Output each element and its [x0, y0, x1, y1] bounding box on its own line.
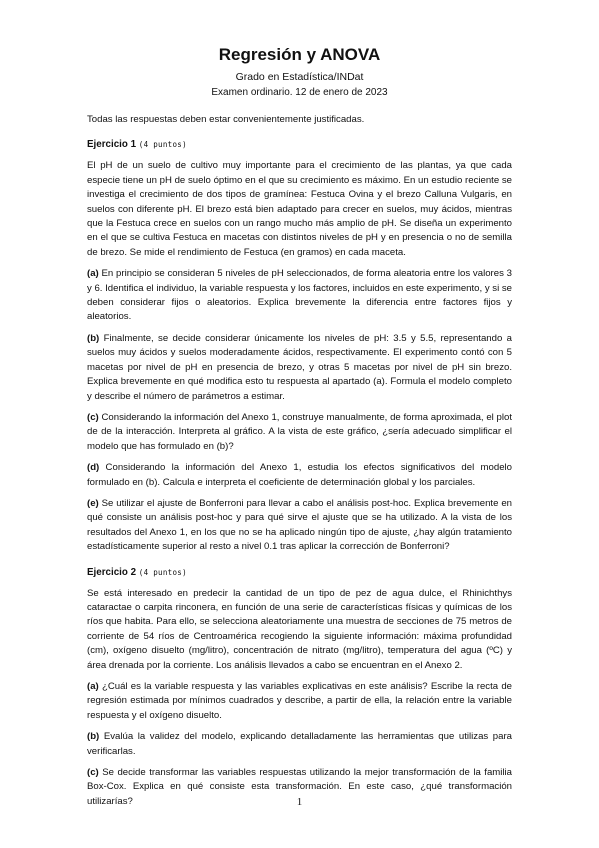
exercise-1-part-b	[87, 332, 512, 404]
part-label: (b)	[87, 731, 100, 743]
exercise-2-title: Ejercicio 2	[87, 566, 137, 578]
exercise-2-points: (4 puntos)	[138, 567, 187, 577]
exercise-1-title: Ejercicio 1	[87, 139, 137, 151]
part-text: Considerando la información del Anexo 1, estudia los efectos significativos del modelo formulado en (b). Calcula e interpreta el coeficiente de determinación global y los parciales.	[87, 462, 512, 488]
exercise-1-part-c	[87, 411, 512, 454]
document-subtitle: Grado en Estadística/INDat	[235, 71, 364, 83]
part-text: Se decide transformar las variables respuestas utilizando la mejor transformación de la familia Box-Cox. Explica en qué consiste esta transformación. En este caso, ¿qué transformación utilizarías?	[87, 767, 512, 807]
exercise-2-statement: Se está interesado en predecir la cantidad de un tipo de pez de agua dulce, el Rhinichthys cataractae o carpita rinconera, en función de una serie de características físicas y químicas de los ríos que habita. Para ello, se selecciona aleatoriamente una muestra de secciones de 75 metros de corriente de 54 ríos de Centroamérica recogiendo la siguiente información: máxima profundidad (cm), oxígeno disuelto (mg/litro), concentración de nitrato (mg/litro), temperatura del agua (ºC) y área drenada por la corriente. Los análisis llevados a cabo se encuentran en el Anexo 2.	[87, 587, 512, 671]
exercise-2-heading	[87, 566, 512, 580]
exercise-2-part-b	[87, 730, 512, 759]
part-text: Considerando la información del Anexo 1, construye manualmente, de forma aproximada, el plot de de la interacción. Interpreta al gráfico. A la vista de este gráfico, ¿sería adecuado simplificar el modelo que has formulado en (b)?	[87, 411, 512, 452]
part-label: (b)	[87, 332, 100, 344]
exercise-2-part-a	[87, 680, 512, 723]
part-label: (d)	[87, 462, 100, 474]
part-label: (c)	[87, 767, 99, 779]
exam-date: Examen ordinario. 12 de enero de 2023	[211, 87, 388, 98]
part-text: Finalmente, se decide considerar únicamente los niveles de pH: 3.5 y 5.5, representando a suelos muy ácidos y suelos moderadamente ácidos, respectivamente. El experimento contó con 5 macetas por nivel de pH en presencia de brezo, y otras 5 macetas por nivel de pH sin brezo. Explica brevemente en qué modifica esto tu respuesta al apartado (a). Formula el modelo completo y describe el número de parámetros a estimar.	[87, 332, 512, 402]
part-text: En principio se consideran 5 niveles de pH seleccionados, de forma aleatoria entre los valores 3 y 6. Identifica el individuo, la variable respuesta y los factores, incluidos en este experimento, y si se deben considerar fijos o aleatorios. Explica brevemente la diferencia entre factores fijos y aleatorios.	[87, 268, 513, 323]
document-title: Regresión y ANOVA	[218, 45, 381, 64]
exercise-1-part-d	[87, 461, 512, 490]
exam-page	[87, 44, 512, 809]
page-number: 1	[296, 796, 303, 808]
part-text: ¿Cuál es la variable respuesta y las variables explicativas en este análisis? Escribe la recta de regresión estimada por mínimos cuadrados y describe, a partir de ella, la relación entre la variable respuesta y el oxígeno disuelto.	[87, 681, 512, 721]
part-text: Se utilizar el ajuste de Bonferroni para llevar a cabo el análisis post-hoc. Explica brevemente en qué consiste un análisis post-hoc y para qué sirve el ajuste que se ha utilizado. A la vista de los resultados del Anexo 1, en los que no se ha aplicado ningún tipo de ajuste, ¿hay algún tratamiento estadísticamente superior al resto a nivel 0.1 tras aplicar la corrección de Bonferroni?	[87, 497, 512, 553]
exercise-1-statement: El pH de un suelo de cultivo muy importante para el crecimiento de las plantas, ya que cada especie tiene un pH de suelo óptimo en el que su crecimiento es máximo. En un estudio reciente se investiga el crecimiento de dos tipos de gramínea: Festuca Ovina y el brezo Calluna Vulgaris, en suelos con diferente pH. El brezo está bien adaptado para crecer en suelos, muy ácidos, mientras que la Festuca crece en suelos con un rango mucho más amplio de pH. Se diseña un experimento en el que se cultiva Festuca en macetas con distintos niveles de pH y en presencia o no de semilla de brezo. Se mide el rendimiento de Festuca (en gramos) en cada maceta.	[87, 160, 512, 258]
part-text: Evalúa la validez del modelo, explicando detalladamente las herramientas que utilizas para verificarlas.	[87, 731, 512, 757]
exercise-1-heading	[87, 138, 512, 152]
part-label: (a)	[87, 681, 99, 692]
part-label: (c)	[87, 411, 99, 423]
exercise-1-points: (4 puntos)	[138, 140, 187, 150]
part-label: (e)	[87, 497, 99, 509]
exercise-1-part-e	[87, 497, 512, 555]
part-label: (a)	[87, 268, 99, 280]
exercise-1-part-a	[87, 267, 512, 325]
instructions: Todas las respuestas deben estar convenientemente justificadas.	[87, 114, 365, 125]
